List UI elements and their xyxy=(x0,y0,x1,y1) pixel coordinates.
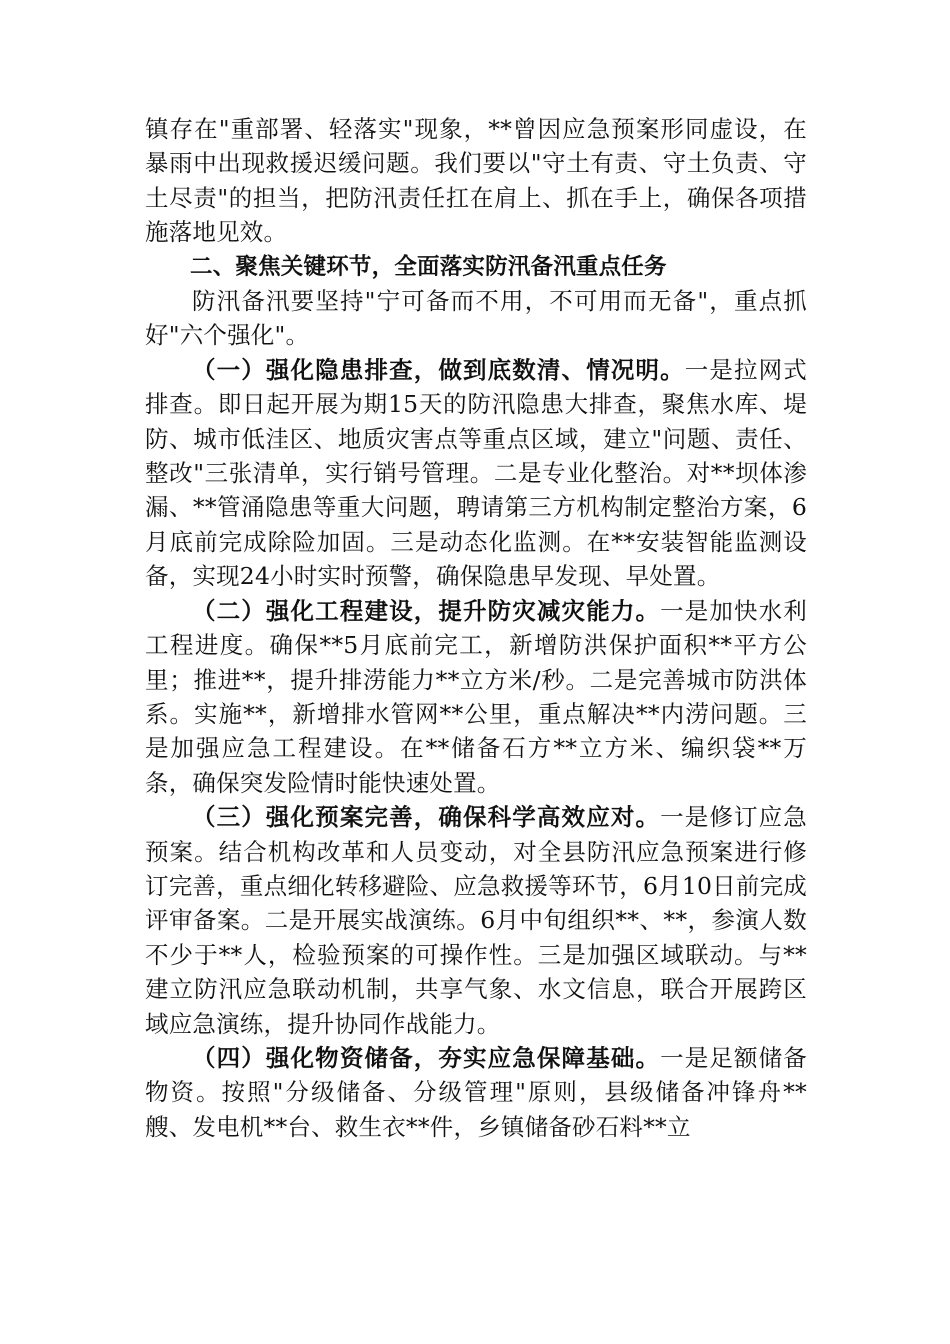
item-4-text: 一是足额储备物资。按照"分级储备、分级管理"原则，县级储备冲锋舟**艘、发电机**台、救生衣**件，乡镇储备砂石料**立 xyxy=(145,1043,807,1141)
paragraph-item-3 xyxy=(145,800,807,1041)
paragraph-item-2 xyxy=(145,594,807,800)
item-1-text: 一是拉网式排查。即日起开展为期15天的防汛隐患大排查，聚焦水库、堤防、城市低洼区、地质灾害点等重点区域，建立"问题、责任、整改"三张清单，实行销号管理。二是专业化整治。对**坝体渗漏、**管涌隐患等重大问题，聘请第三方机构制定整治方案，6月底前完成除险加固。三是动态化监测。在**安装智能监测设备，实现24小时实时预警，确保隐患早发现、早处置。 xyxy=(145,355,807,591)
item-3-lead: （三）强化预案完善，确保科学高效应对。 xyxy=(192,803,661,832)
item-1-lead: （一）强化隐患排查，做到底数清、情况明。 xyxy=(192,355,685,384)
paragraph-item-4 xyxy=(145,1041,807,1144)
item-2-lead: （二）强化工程建设，提升防灾减灾能力。 xyxy=(192,596,661,625)
item-3-text: 一是修订应急预案。结合机构改革和人员变动，对全县防汛应急预案进行修订完善，重点细化转移避险、应急救援等环节，6月10日前完成评审备案。二是开展实战演练。6月中旬组织**、**，参演人数不少于**人，检验预案的可操作性。三是加强区域联动。与**建立防汛应急联动机制，共享气象、水文信息，联合开展跨区域应急演练，提升协同作战能力。 xyxy=(145,803,807,1038)
item-4-lead: （四）强化物资储备，夯实应急保障基础。 xyxy=(192,1043,661,1072)
paragraph-intro: 防汛备汛要坚持"宁可备而不用，不可用而无备"，重点抓好"六个强化"。 xyxy=(145,287,807,350)
document-body xyxy=(145,112,807,1144)
paragraph-continuation: 镇存在"重部署、轻落实"现象，**曾因应急预案形同虚设，在暴雨中出现救援迟缓问题。我们要以"守土有责、守土负责、守土尽责"的担当，把防汛责任扛在肩上、抓在手上，确保各项措施落地见效。 xyxy=(145,115,807,247)
paragraph-item-1 xyxy=(145,353,807,594)
section-heading: 二、聚焦关键环节，全面落实防汛备汛重点任务 xyxy=(190,253,667,280)
item-2-text: 一是加快水利工程进度。确保**5月底前完工，新增防洪保护面积**平方公里；推进**，提升排涝能力**立方米/秒。二是完善城市防洪体系。实施**，新增排水管网**公里，重点解决**内涝问题。三是加强应急工程建设。在**储备石方**立方米、编织袋**万条，确保突发险情时能快速处置。 xyxy=(145,596,807,797)
